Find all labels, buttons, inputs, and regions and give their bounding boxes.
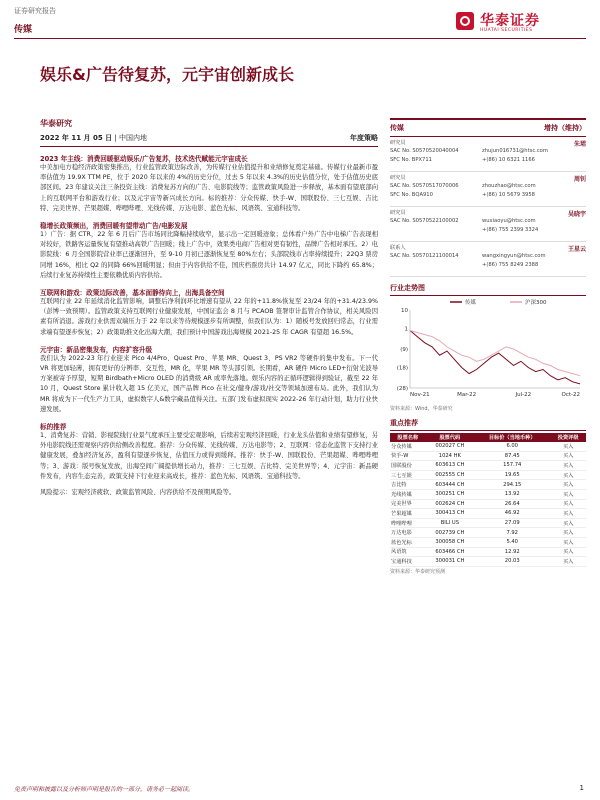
table-row (390, 499, 586, 509)
analyst-name: 周钊 (573, 176, 586, 183)
table-cell: 19.65 (474, 470, 550, 480)
recommendation-table (390, 433, 586, 567)
analyst-role: 研究员 (390, 210, 406, 216)
analyst-card (390, 207, 586, 242)
table-cell: 买入 (550, 547, 586, 557)
table-cell: 买入 (550, 509, 586, 519)
table-cell: 买入 (550, 537, 586, 547)
rating-value: 增持（维持） (544, 124, 586, 132)
table-header-cell: 目标价（当地币种） (474, 433, 550, 442)
table-cell: 蓝色光标 (390, 537, 426, 547)
table-cell: 20.03 (474, 557, 550, 567)
y-tick-label: (9) (400, 347, 408, 353)
table-cell: 买入 (550, 499, 586, 509)
report-kind: 年度策略 (350, 134, 378, 142)
table-cell: 300058 CH (426, 537, 474, 547)
table-row (390, 442, 586, 451)
analyst-phone: +(86) 755 2399 3324 (482, 227, 539, 233)
table-cell: 买入 (550, 451, 586, 461)
table-cell: 宝通科技 (390, 557, 426, 567)
analyst-list (390, 137, 586, 277)
table-cell: 买入 (550, 442, 586, 451)
table-cell: 002739 CH (426, 528, 474, 538)
table-cell: 12.92 (474, 547, 550, 557)
table-row (390, 547, 586, 557)
table-header-cell: 股票代码 (426, 433, 474, 442)
table-cell: 002027 CH (426, 442, 474, 451)
table-cell: 买入 (550, 489, 586, 499)
table-cell: 26.64 (474, 499, 550, 509)
table-cell: BILI US (426, 518, 474, 528)
section-heading: 2023 年主线：消费回暖驱动娱乐/广告复苏，技术迭代赋能元宇宙成长 (40, 155, 248, 163)
y-tick-label: (18) (396, 365, 408, 372)
section-paragraph: 互联网行业 22 年延续消化监管影响，调整后净利润环比增速有望从 22 年的+11.8%恢复至 23/24 年的+31.4/23.9%（彭博一致预期）。监管政策支持互联网行业健康发展，中国证监会 8 月与 PCAOB 签署审计监管合作协议，相关风险因素有所消退。游戏行业供需双端压力于 22 年以来等待规模逐步有所调整，但我们认为：1）随板号发放回归常态，行业需求端有望逐步恢复；2）政策助推文化出海大潮，我们预计中国游戏出海规模 2021-25 年 CAGR 有望超 16.5%。 (40, 298, 378, 336)
table-cell: 买入 (550, 557, 586, 567)
trend-chart (390, 296, 586, 404)
table-cell: 300413 CH (426, 509, 474, 519)
table-cell: 分众传媒 (390, 442, 426, 451)
table-body (390, 442, 586, 566)
table-cell: 13.92 (474, 489, 550, 499)
table-cell: 6.00 (474, 442, 550, 451)
table-cell: 5.40 (474, 537, 550, 547)
section-paragraph: 1）广告：据 CTR，22 年 6 月后广告市场同比降幅持续收窄，显示出一定回暖迹象；总体看户外广告中电梯广告表现相对较好，铁路客运量恢复有望推动高铁广告回暖；线上广告中，效果类电商广告相对更有韧性，品牌广告相对承压。2）电影院线：6 月全国影院营业率已逐渐回升，至 9-10 月初已逐渐恢复至 80%左右；头部院线市占率持续提升；22Q3 票房同增 16%，相比 Q2 的同降 66%回暖明显；但由于内容供给不佳，国庆档票房共计 14.97 亿元，同比下降约 65.8%；后续行业复苏持续性主要依赖优质内容供给。 (40, 231, 378, 279)
table-cell: 002624 CH (426, 499, 474, 509)
rating-sector: 传媒 (390, 124, 404, 132)
analyst-sac: SAC No. S0570517070006 (390, 183, 459, 189)
table-cell: 27.09 (474, 518, 550, 528)
table-cell: 1024 HK (426, 451, 474, 461)
table-cell: 300251 CH (426, 489, 474, 499)
table-row (390, 528, 586, 538)
analyst-phone: +(86) 755 8249 2388 (482, 262, 539, 268)
sidebar (390, 118, 586, 575)
table-cell: 买入 (550, 461, 586, 471)
trend-chart-svg (390, 296, 586, 404)
table-row (390, 470, 586, 480)
table-cell: 294.15 (474, 480, 550, 490)
y-tick-label: 1 (404, 326, 408, 333)
trend-title: 行业走势图 (390, 283, 586, 296)
report-date: 2022 年 11 月 05 日 (40, 134, 113, 142)
analyst-sfc: SFC No. BQA910 (390, 192, 433, 198)
table-cell: 002555 CH (426, 470, 474, 480)
main-column (40, 118, 378, 498)
table-row (390, 518, 586, 528)
analyst-sfc: SFC No. BPX711 (390, 157, 432, 163)
table-row (390, 489, 586, 499)
table-cell: 157.74 (474, 461, 550, 471)
x-tick-label: Jul-22 (515, 392, 532, 398)
table-row (390, 480, 586, 490)
table-header-cell: 股票名称 (390, 433, 426, 442)
analyst-email[interactable]: wuxiaoyu@htsc.com (482, 218, 536, 224)
section-heading: 稳增长政策频出，消费回暖有望带动广告/电影发展 (40, 222, 188, 231)
table-row (390, 557, 586, 567)
table-cell: 603444 CH (426, 480, 474, 490)
table-source: 资料来源：华泰研究预测 (390, 568, 446, 575)
table-row (390, 451, 586, 461)
analyst-email[interactable]: wangxingyun@htsc.com (482, 253, 546, 259)
analyst-role: 研究员 (390, 140, 406, 146)
table-header-row (390, 433, 586, 442)
company-logo (456, 10, 586, 36)
table-cell: 买入 (550, 528, 586, 538)
footer-disclaimer: 免责声明和披露以及分析师声明是报告的一部分，请务必一起阅读。 (14, 786, 195, 793)
table-row (390, 537, 586, 547)
chart-source: 资料来源：Wind，华泰研究 (390, 406, 453, 412)
table-cell: 芒果超媒 (390, 509, 426, 519)
analyst-sac: SAC No. S0570520040004 (390, 148, 459, 154)
y-tick-label: (28) (396, 386, 408, 392)
section-paragraph: 1、消费复苏：营销、影视院线行业景气度承压主要受宏观影响，后续若宏观经济回暖，行业龙头估值和业绩有望修复，另外电影院线还需观察内容供给侧改善程度。推荐：分众传媒、光线传媒、万达电影等；2、互联网：常态化监管下支持行业健康发展，叠加经济复苏，盈利有望逐步恢复，估值压力或得到缓释。推荐：快手-W、国联股份、芒果超媒、哔哩哔哩等；3、游戏：版号恢复发放，出海空间广阔提供增长动力，推荐：三七互娱、吉比特、完美世界等；4、元宇宙：新品硬件发布，内容生态完善，政策支持下行业迎来高成长，推荐：蓝色光标、风语筑、宝通科技等。 (40, 432, 378, 480)
section-heading: 标的推荐 (40, 423, 67, 432)
analyst-card (390, 137, 586, 172)
table-row (390, 509, 586, 519)
analyst-card (390, 172, 586, 207)
table-header-cell: 投资评级 (550, 433, 586, 442)
legend-label: 沪深300 (525, 300, 547, 306)
sector-label: 传媒 (14, 25, 33, 35)
table-cell: 603466 CH (426, 547, 474, 557)
table-cell: 吉比特 (390, 480, 426, 490)
section-heading: 互联网和游戏：政策边际改善，基本面静待向上，出海具备空间 (40, 289, 225, 298)
table-cell: 三七互娱 (390, 470, 426, 480)
section-paragraph: 我们认为 2022-23 年行业迎来 Pico 4/4Pro、Quest Pro、苹果 MR、Quest 3、PS VR2 等硬件的集中发布。下一代 VR 将更加轻薄，拥有更好的分辨率、交互性，MR 化，苹果 MR 等头部引领。长期看，AR 硬件 Micro LED+衍射光波导方案被寄予厚望，短期 Birdbath+Micro OLED 的消费级 AR 或率先落地。娱乐内容的正循环逻辑得到验证，截至 22 年 10 月，Quest Store 累计收入超 15 亿美元，国产品牌 Pico 在社交/健身/游戏/社交等领域加速布局。此外，我们认为 MR 将成为下一代生产力工具，虚拟数字人&数字藏品值得关注。五部门发布虚拟现实 2022-26 年行动计划，助力行业快速发展。 (40, 354, 378, 413)
rating-bar (390, 118, 586, 137)
section-heading: 元宇宙：新品密集发布，内容扩容升级 (40, 345, 153, 354)
table-cell: 7.92 (474, 528, 550, 538)
analyst-role: 研究员 (390, 175, 406, 181)
table-cell: 万达电影 (390, 528, 426, 538)
table-cell: 光线传媒 (390, 489, 426, 499)
date-line: 2022 年 11 月 05 日 | 中国内地 年度策略 (40, 133, 378, 147)
table-cell: 603613 CH (426, 461, 474, 471)
recommendation-title: 重点推荐 (390, 418, 586, 431)
analyst-phone: +(86) 10 6321 1166 (482, 157, 535, 163)
table-cell: 快手-W (390, 451, 426, 461)
table-cell: 买入 (550, 470, 586, 480)
analyst-card (390, 242, 586, 277)
analyst-phone: +(86) 10 5679 3958 (482, 192, 535, 198)
table-row (390, 461, 586, 471)
logo-name: 华泰证券 (480, 13, 540, 29)
x-tick-label: Nov-21 (410, 392, 430, 398)
table-cell: 买入 (550, 480, 586, 490)
table-cell: 46.92 (474, 509, 550, 519)
region: 中国内地 (118, 134, 147, 142)
table-cell: 完美世界 (390, 499, 426, 509)
analyst-email[interactable]: zhujun016731@htsc.com (482, 148, 548, 154)
table-cell: 国联股份 (390, 461, 426, 471)
table-cell: 风语筑 (390, 547, 426, 557)
research-label: 华泰研究 (40, 119, 72, 128)
analyst-sac: SAC No. S0570522100002 (390, 218, 459, 224)
logo-english: HUATAI SECURITIES (480, 28, 533, 33)
header-divider (14, 38, 586, 39)
sections (40, 153, 378, 498)
page-number: 1 (579, 784, 584, 792)
report-type: 证券研究报告 (14, 7, 56, 15)
analyst-role: 联系人 (390, 245, 406, 251)
series-line (410, 331, 580, 376)
y-tick-label: 10 (401, 308, 408, 314)
analyst-name: 吴晓宇 (567, 211, 586, 218)
analyst-name: 朱珺 (573, 141, 586, 148)
table-cell: 300031 CH (426, 557, 474, 567)
logo-mark-icon (456, 12, 474, 30)
x-tick-label: Mar-22 (457, 392, 477, 398)
table-cell: 买入 (550, 518, 586, 528)
report-title: 娱乐&广告待复苏，元宇宙创新成长 (40, 65, 294, 84)
legend-label: 传媒 (465, 300, 477, 306)
x-tick-label: Oct-22 (561, 392, 580, 398)
table-cell: 哔哩哔哩 (390, 518, 426, 528)
analyst-sac: SAC No. S0570121100014 (390, 253, 459, 259)
section-paragraph: 中美加电方稳经济政策密集推出，行业监管政策边际改善，为传媒行业估值提升和业绩修复奠定基础。传媒行业最新市盈率估值为 19.9X TTM PE，位于 2020 年以来的 4%的历史分位，过去 5 年以来 4.3%的历史估值分位，处于估值历史底部区间。23 年建议关注三条投资主线：消费复苏方向的广告、电影院线等；监管政策风险进一步释放，基本面有望底部向上的互联网平台和游戏行业；以及元宇宙等新兴成长方向。标的推荐：分众传媒、快手-W、国联股份、三七互娱、吉比特、完美世界、芒果超媒、哔哩哔哩、光线传媒、万达电影、蓝色光标、风语筑、宝通科技等。 (40, 164, 378, 212)
table-cell: 87.45 (474, 451, 550, 461)
section-paragraph: 风险提示：宏观经济疲软、政策监管风险、内容供给不及预期风险等。 (40, 489, 236, 497)
analyst-email[interactable]: zhouzhao@htsc.com (482, 183, 536, 189)
analyst-name: 王星云 (567, 246, 586, 253)
